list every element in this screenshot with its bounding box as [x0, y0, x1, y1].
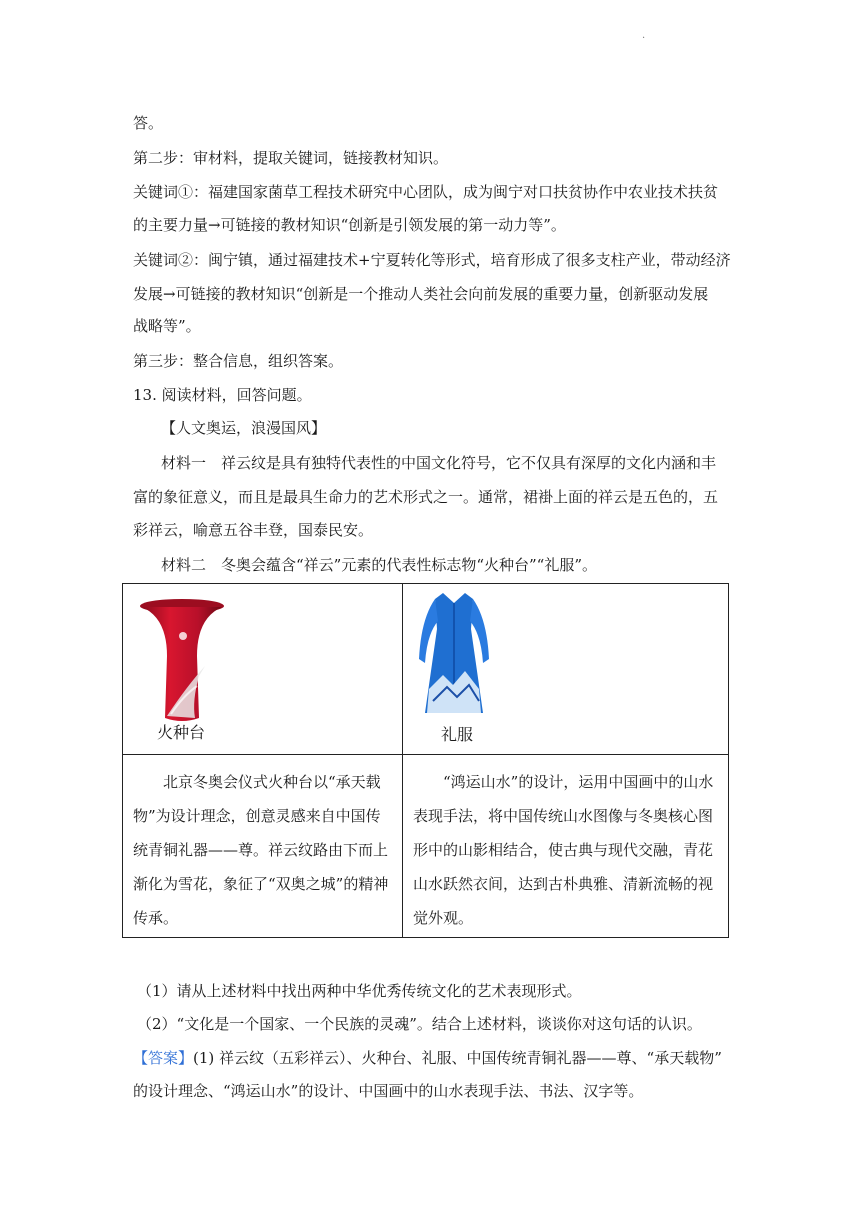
header-mark: .	[642, 30, 646, 41]
torch-caption: 火种台	[157, 723, 206, 742]
answer-text: (1) 祥云纹（五彩祥云）、火种台、礼服、中国传统青铜礼器——尊、“承天载物”	[193, 1049, 722, 1067]
dress-description-cell	[403, 755, 729, 938]
ceremonial-dress-icon	[413, 589, 495, 717]
dress-cell	[403, 584, 729, 755]
materials-table	[122, 583, 729, 938]
text-line: 战略等”。	[133, 317, 201, 335]
answer-line-2: 的设计理念、“鸿运山水”的设计、中国画中的山水表现手法、书法、汉字等。	[133, 1082, 644, 1100]
answer-tag: 【答案】	[133, 1049, 194, 1067]
material-one-line: 富的象征意义，而且是最具生命力的艺术形式之一。通常，裙褂上面的祥云是五色的，五	[133, 488, 719, 506]
torch-stand-icon	[137, 596, 227, 726]
section-heading: 【人文奥运，浪漫国风】	[161, 419, 327, 437]
material-one-line: 彩祥云，喻意五谷丰登，国泰民安。	[133, 521, 374, 539]
text-line: 发展→可链接的教材知识“创新是一个推动人类社会向前发展的重要力量，创新驱动发展	[133, 285, 709, 303]
dress-description: “鸿运山水”的设计，运用中国画中的山水表现手法，将中国传统山水图像与冬奥核心图形中的山影相结合，使古典与现代交融，青花山水跃然衣间，达到古朴典雅、清新流畅的视觉外观。	[413, 773, 714, 927]
text-line: 的主要力量→可链接的教材知识“创新是引领发展的第一动力等”。	[133, 216, 566, 234]
text-line: 关键词①：福建国家菌草工程技术研究中心团队，成为闽宁对口扶贫协作中农业技术扶贫	[133, 183, 719, 201]
dress-caption: 礼服	[441, 725, 474, 744]
answer-line	[133, 1048, 722, 1068]
torch-cell	[123, 584, 403, 755]
question-2: （2）“文化是一个国家、一个民族的灵魂”。结合上述材料，谈谈你对这句话的认识。	[137, 1015, 702, 1033]
text-line: 答。	[133, 114, 164, 132]
text-line: 第二步：审材料，提取关键词，链接教材知识。	[133, 149, 449, 167]
torch-description: 北京冬奥会仪式火种台以“承天载物”为设计理念，创意灵感来自中国传统青铜礼器——尊。祥云纹路由下而上渐化为雪花，象征了“双奥之城”的精神传承。	[133, 773, 389, 927]
torch-description-cell	[123, 755, 403, 938]
text-line: 第三步：整合信息，组织答案。	[133, 352, 344, 370]
material-one-line: 材料一 祥云纹是具有独特代表性的中国文化符号，它不仅具有深厚的文化内涵和丰	[161, 454, 717, 472]
text-line: 关键词②：闽宁镇，通过福建技术+宁夏转化等形式，培育形成了很多支柱产业，带动经济	[133, 251, 731, 269]
material-two-line: 材料二 冬奥会蕴含“祥云”元素的代表性标志物“火种台”“礼服”。	[161, 556, 598, 574]
question-number-line: 13. 阅读材料，回答问题。	[133, 386, 312, 404]
question-1: （1）请从上述材料中找出两种中华优秀传统文化的艺术表现形式。	[137, 982, 582, 1000]
